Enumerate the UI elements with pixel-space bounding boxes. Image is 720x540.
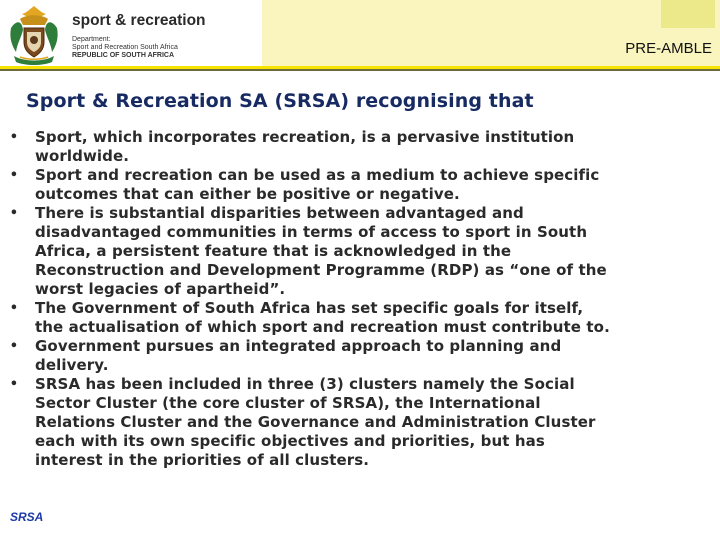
slide-title: Sport & Recreation SA (SRSA) recognising that — [26, 90, 534, 112]
coat-of-arms-icon — [6, 4, 62, 66]
bullet-line: Relations Cluster and the Governance and Administration Cluster — [35, 413, 596, 431]
bullet-line: Africa, a persistent feature that is acknowledged in the — [35, 242, 512, 260]
bullet-item — [8, 299, 716, 337]
bullet-line: disadvantaged communities in terms of access to sport in South — [35, 223, 588, 241]
footer-label: SRSA — [10, 510, 44, 524]
section-label: PRE-AMBLE — [625, 40, 712, 57]
department-label: Department: — [72, 36, 111, 43]
bullet-line: Sport, which incorporates recreation, is a pervasive institution — [35, 128, 575, 146]
header-banner — [0, 0, 720, 70]
bullet-line: Sector Cluster (the core cluster of SRSA), the International — [35, 394, 541, 412]
bullet-line: Government pursues an integrated approach to planning and — [35, 337, 562, 355]
bullet-item — [8, 375, 716, 470]
logo-area — [0, 0, 262, 70]
country-name: REPUBLIC OF SOUTH AFRICA — [72, 52, 175, 59]
bullet-line: interest in the priorities of all clusters. — [35, 451, 370, 469]
bullet-line: SRSA has been included in three (3) clusters namely the Social — [35, 375, 575, 393]
bullet-item — [8, 337, 716, 375]
bullet-item — [8, 204, 716, 299]
bullet-list — [8, 128, 716, 470]
header-gold-block — [661, 0, 715, 28]
brand-name: sport & recreation — [72, 12, 206, 29]
department-name: Sport and Recreation South Africa — [72, 44, 178, 51]
bullet-line: worst legacies of apartheid”. — [35, 280, 286, 298]
header-yellow-band — [262, 0, 720, 66]
bullet-line: Sport and recreation can be used as a medium to achieve specific — [35, 166, 600, 184]
bullet-line: outcomes that can either be positive or negative. — [35, 185, 460, 203]
bullet-dot-icon: • — [9, 377, 19, 392]
bullet-line: The Government of South Africa has set specific goals for itself, — [35, 299, 584, 317]
bullet-dot-icon: • — [9, 301, 19, 316]
bullet-dot-icon: • — [9, 206, 19, 221]
bullet-line: There is substantial disparities between advantaged and — [35, 204, 524, 222]
bullet-item — [8, 128, 716, 166]
bullet-dot-icon: • — [9, 168, 19, 183]
bullet-line: Reconstruction and Development Programme (RDP) as “one of the — [35, 261, 607, 279]
header-rule-dark — [0, 69, 720, 71]
bullet-line: each with its own specific objectives and priorities, but has — [35, 432, 545, 450]
bullet-line: worldwide. — [35, 147, 130, 165]
bullet-line: the actualisation of which sport and recreation must contribute to. — [35, 318, 610, 336]
bullet-item — [8, 166, 716, 204]
bullet-line: delivery. — [35, 356, 109, 374]
bullet-dot-icon: • — [9, 130, 19, 145]
bullet-dot-icon: • — [9, 339, 19, 354]
